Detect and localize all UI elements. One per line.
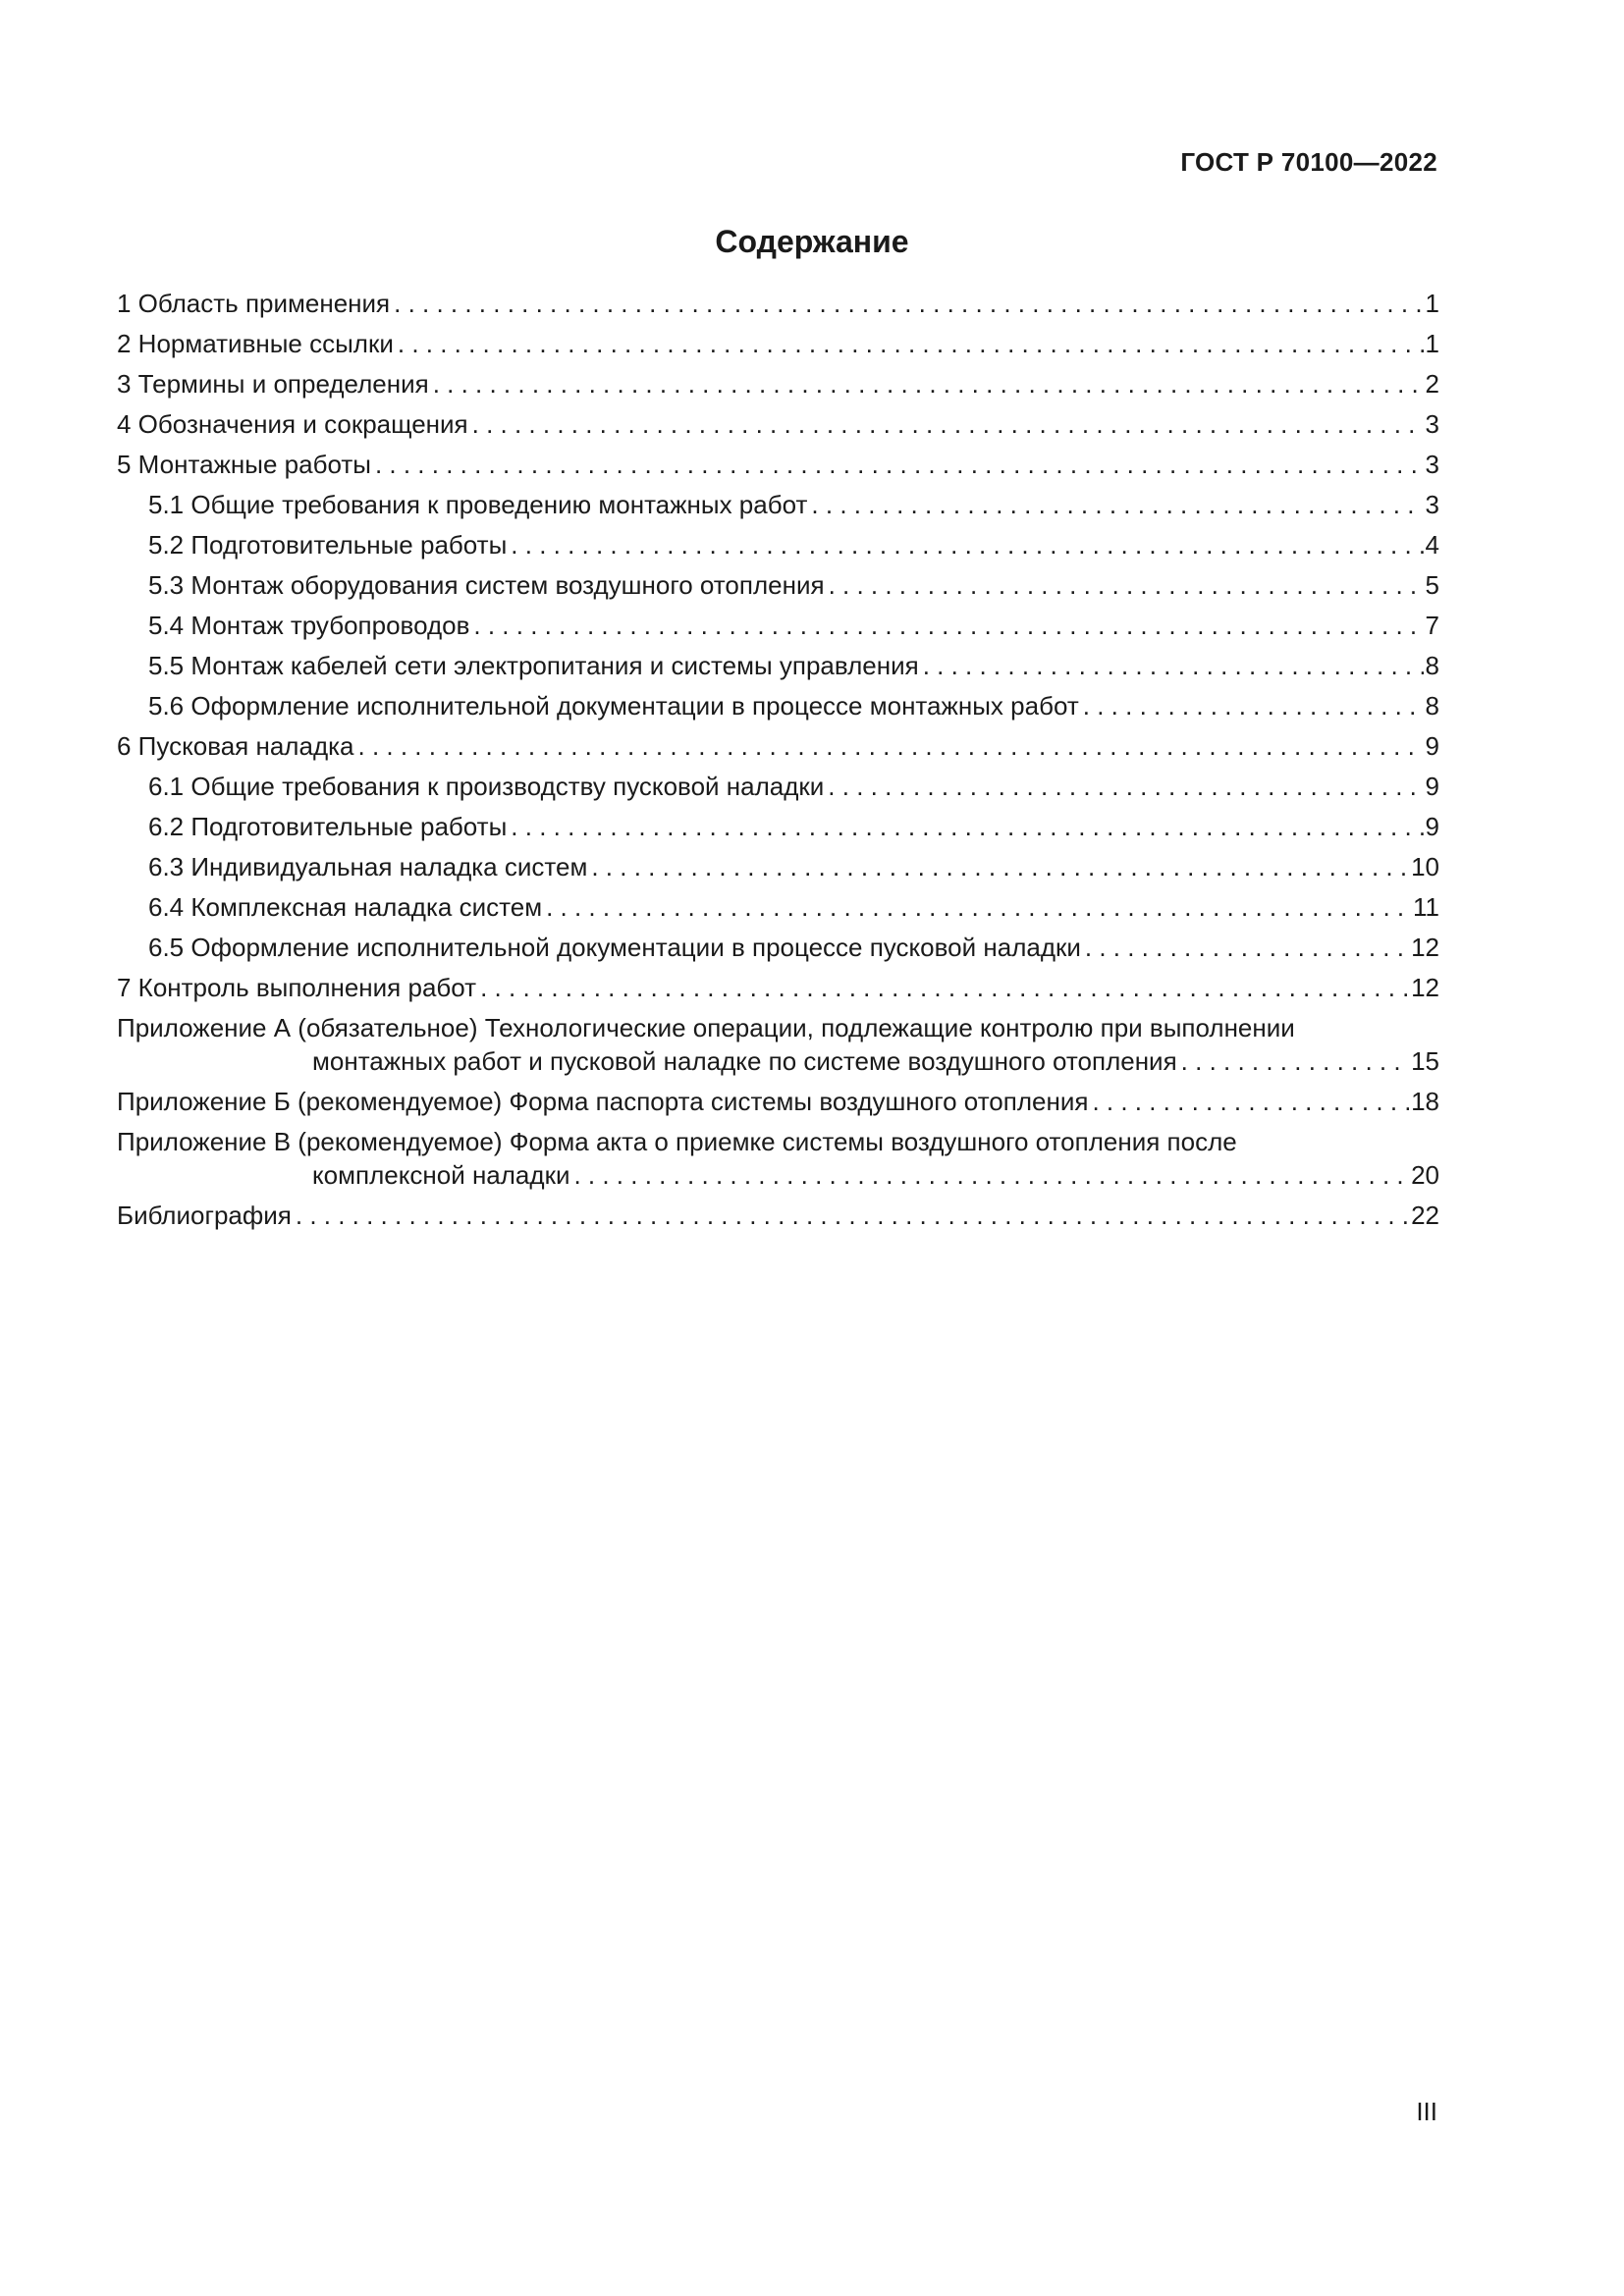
toc-entry-appendix-a[interactable]	[117, 1011, 1439, 1078]
toc-leader-dots	[1085, 931, 1409, 964]
toc-entry-label: 6.3 Индивидуальная наладка систем	[148, 852, 588, 881]
toc-entry-label: 5.2 Подготовительные работы	[148, 530, 508, 560]
toc-entry-label: 6.1 Общие требования к производству пусковой наладки	[148, 772, 825, 801]
toc-entry-page: 8	[1425, 651, 1439, 680]
toc-entry-label-line1: Приложение В (рекомендуемое) Форма акта о приемке системы воздушного отопления после	[117, 1127, 1237, 1156]
toc-entry-page: 10	[1411, 852, 1439, 881]
toc-title: Содержание	[715, 224, 909, 259]
toc-entry-label: 5.4 Монтаж трубопроводов	[148, 611, 470, 640]
table-of-contents	[117, 287, 1439, 1239]
toc-entry-label: 1 Область применения	[117, 289, 391, 318]
toc-entry-page: 8	[1425, 691, 1439, 721]
toc-entry-label: 6.5 Оформление исполнительной документации в процессе пусковой наладки	[148, 933, 1081, 962]
document-code: ГОСТ Р 70100—2022	[1180, 147, 1437, 177]
toc-leader-dots	[828, 770, 1423, 803]
toc-entry-label: 3 Термины и определения	[117, 369, 429, 399]
toc-entry-page: 7	[1425, 611, 1439, 640]
toc-entry-page: 15	[1411, 1046, 1439, 1076]
toc-entry-2[interactable]	[117, 327, 1439, 360]
toc-leader-dots	[375, 448, 1424, 481]
toc-entry-page: 5	[1425, 570, 1439, 600]
toc-entry-label-line2: комплексной наладки	[312, 1160, 570, 1190]
toc-leader-dots	[511, 810, 1423, 843]
toc-entry-label: 5.5 Монтаж кабелей сети электропитания и системы управления	[148, 651, 919, 680]
toc-leader-dots	[398, 327, 1424, 360]
toc-entry-label: Библиография	[117, 1201, 292, 1230]
toc-entry-label: 5.6 Оформление исполнительной документации в процессе монтажных работ	[148, 691, 1079, 721]
toc-entry-page: 18	[1411, 1087, 1439, 1116]
toc-entry-page: 11	[1413, 892, 1439, 922]
toc-entry-page: 4	[1425, 530, 1439, 560]
toc-leader-dots	[1181, 1044, 1409, 1078]
toc-entry-6[interactable]	[117, 729, 1439, 763]
toc-entry-label: 6.4 Комплексная наладка систем	[148, 892, 543, 922]
toc-entry-5-2[interactable]	[117, 528, 1439, 561]
toc-entry-6-2[interactable]	[117, 810, 1439, 843]
toc-entry-page: 9	[1425, 731, 1439, 761]
toc-entry-page: 3	[1425, 409, 1439, 439]
toc-entry-label: 5.1 Общие требования к проведению монтажных работ	[148, 490, 808, 519]
toc-leader-dots	[472, 407, 1424, 441]
toc-entry-label-line2: монтажных работ и пусковой наладке по системе воздушного отопления	[312, 1046, 1177, 1076]
toc-entry-5[interactable]	[117, 448, 1439, 481]
toc-leader-dots	[923, 649, 1424, 682]
toc-entry-label: 5 Монтажные работы	[117, 450, 371, 479]
toc-entry-label: 5.3 Монтаж оборудования систем воздушного отопления	[148, 570, 825, 600]
toc-entry-page: 9	[1425, 772, 1439, 801]
toc-entry-page: 3	[1425, 490, 1439, 519]
toc-leader-dots	[473, 609, 1423, 642]
toc-entry-label: 4 Обозначения и сокращения	[117, 409, 468, 439]
toc-leader-dots	[811, 488, 1423, 521]
toc-entry-label: 7 Контроль выполнения работ	[117, 973, 477, 1002]
toc-entry-page: 3	[1425, 450, 1439, 479]
toc-entry-5-1[interactable]	[117, 488, 1439, 521]
toc-leader-dots	[433, 367, 1424, 400]
toc-entry-4[interactable]	[117, 407, 1439, 441]
toc-entry-label: Приложение Б (рекомендуемое) Форма паспорта системы воздушного отопления	[117, 1087, 1089, 1116]
toc-leader-dots	[1083, 689, 1424, 722]
toc-entry-bibliography[interactable]	[117, 1199, 1439, 1232]
toc-entry-6-1[interactable]	[117, 770, 1439, 803]
toc-leader-dots	[829, 568, 1424, 602]
toc-entry-label-line1: Приложение А (обязательное) Технологические операции, подлежащие контролю при выполнении	[117, 1013, 1295, 1042]
toc-leader-dots	[573, 1158, 1409, 1192]
toc-leader-dots	[591, 850, 1409, 883]
toc-entry-5-6[interactable]	[117, 689, 1439, 722]
toc-leader-dots	[358, 729, 1424, 763]
toc-entry-page: 12	[1411, 973, 1439, 1002]
toc-leader-dots	[1092, 1085, 1409, 1118]
page-number: III	[1416, 2097, 1437, 2126]
toc-leader-dots	[296, 1199, 1409, 1232]
toc-entry-5-4[interactable]	[117, 609, 1439, 642]
toc-entry-appendix-v[interactable]	[117, 1125, 1439, 1192]
toc-entry-page: 20	[1411, 1160, 1439, 1190]
toc-leader-dots	[511, 528, 1423, 561]
toc-entry-1[interactable]	[117, 287, 1439, 320]
toc-leader-dots	[394, 287, 1423, 320]
toc-entry-page: 1	[1425, 329, 1439, 358]
toc-entry-page: 1	[1425, 289, 1439, 318]
toc-entry-6-4[interactable]	[117, 890, 1439, 924]
toc-entry-5-3[interactable]	[117, 568, 1439, 602]
toc-leader-dots	[480, 971, 1409, 1004]
toc-entry-6-3[interactable]	[117, 850, 1439, 883]
toc-entry-page: 9	[1425, 812, 1439, 841]
toc-entry-appendix-b[interactable]	[117, 1085, 1439, 1118]
toc-entry-7[interactable]	[117, 971, 1439, 1004]
toc-entry-label: 2 Нормативные ссылки	[117, 329, 394, 358]
toc-entry-6-5[interactable]	[117, 931, 1439, 964]
toc-entry-3[interactable]	[117, 367, 1439, 400]
toc-entry-page: 22	[1411, 1201, 1439, 1230]
toc-entry-5-5[interactable]	[117, 649, 1439, 682]
toc-leader-dots	[546, 890, 1411, 924]
toc-entry-page: 2	[1425, 369, 1439, 399]
toc-entry-label: 6.2 Подготовительные работы	[148, 812, 508, 841]
toc-entry-page: 12	[1411, 933, 1439, 962]
toc-entry-label: 6 Пусковая наладка	[117, 731, 354, 761]
